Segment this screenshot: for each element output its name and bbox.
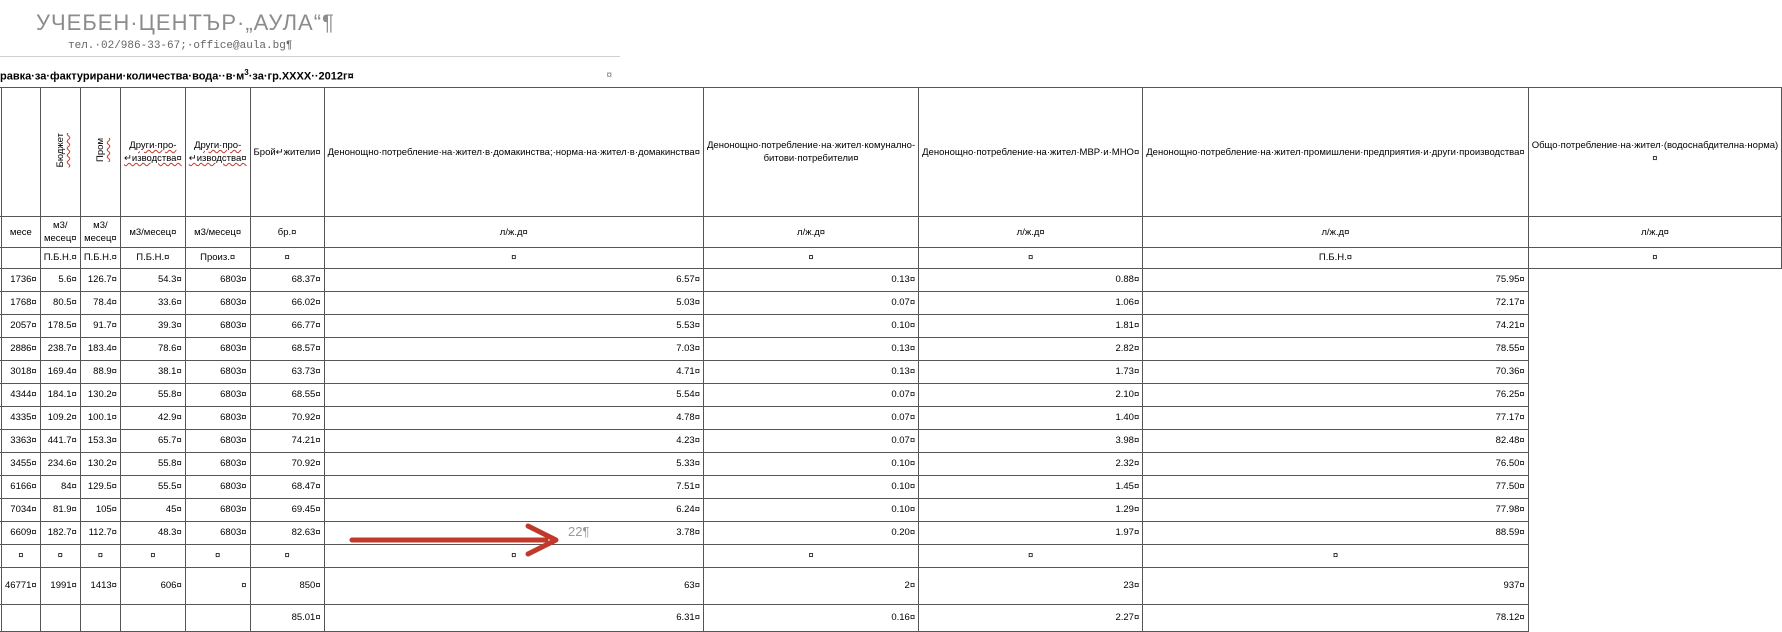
table-cell: 1.81¤ — [919, 315, 1143, 338]
table-cell: 68.57¤ — [250, 338, 324, 361]
table-row — [0, 315, 1782, 338]
table-cell: 68.55¤ — [250, 384, 324, 407]
table-cell: 0.07¤ — [703, 384, 918, 407]
table-cell: ¤ — [40, 545, 80, 568]
header-cell: Пром — [80, 88, 120, 217]
table-cell: 0.13¤ — [703, 338, 918, 361]
table-cell: 112.7¤ — [80, 522, 120, 545]
table-cell: ¤ — [250, 545, 324, 568]
table-cell: ¤ — [1143, 545, 1528, 568]
data-table — [0, 87, 1782, 632]
table-cell: 6166¤ — [2, 476, 41, 499]
table-cell: 76.50¤ — [1143, 453, 1528, 476]
red-arrow-icon — [350, 518, 570, 558]
totals-row — [0, 568, 1782, 605]
table-cell: 88.9¤ — [80, 361, 120, 384]
table-cell: 6803¤ — [185, 476, 250, 499]
table-cell: ¤ — [250, 248, 324, 269]
table-cell: 84¤ — [40, 476, 80, 499]
table-cell: м3/месец¤ — [80, 217, 120, 248]
table-cell: 4344¤ — [2, 384, 41, 407]
table-cell: 850¤ — [250, 568, 324, 605]
table-cell: 4335¤ — [2, 407, 41, 430]
header-contact: тел.·02/986-33-67;·office@aula.bg¶ — [68, 40, 293, 52]
header-cell: Други·про-↵изводства¤ — [185, 88, 250, 217]
table-cell: 6803¤ — [185, 430, 250, 453]
table-cell: 3018¤ — [2, 361, 41, 384]
table-cell: 77.98¤ — [1143, 499, 1528, 522]
header-rule — [0, 56, 620, 57]
table-cell: 80.5¤ — [40, 292, 80, 315]
table-cell: 1768¤ — [2, 292, 41, 315]
table-cell: 0.16¤ — [703, 605, 918, 632]
header-cell: Денонощно·потребление·на·жител·комунално-битови·потребители¤ — [703, 88, 918, 217]
table-cell: 2886¤ — [2, 338, 41, 361]
table-cell — [185, 605, 250, 632]
table-cell: 7.51¤ — [324, 476, 703, 499]
blank-row — [0, 545, 1782, 568]
table-cell: ¤ — [2, 545, 41, 568]
table-cell: 78.4¤ — [80, 292, 120, 315]
table-cell: 7.03¤ — [324, 338, 703, 361]
table-cell: 38.1¤ — [120, 361, 185, 384]
table-cell: л/ж.д¤ — [919, 217, 1143, 248]
table-cell: ¤ — [919, 248, 1143, 269]
table-cell: ¤ — [703, 545, 918, 568]
subunits-row — [0, 248, 1782, 269]
table-cell: 0.10¤ — [703, 476, 918, 499]
header-cell: Денонощно·потребление·на·жител·в·домакинства;·норма·на·жител·в·домакинства¤ — [324, 88, 703, 217]
table-cell: 6803¤ — [185, 453, 250, 476]
table-cell: 129.5¤ — [80, 476, 120, 499]
header-cell: Други·про-↵изводства¤ — [120, 88, 185, 217]
table-cell: 5.53¤ — [324, 315, 703, 338]
table-cell: 55.5¤ — [120, 476, 185, 499]
table-cell: 2¤ — [703, 568, 918, 605]
table-cell: 6803¤ — [185, 361, 250, 384]
table-cell: м3/месец¤ — [185, 217, 250, 248]
table-cell: л/ж.д¤ — [703, 217, 918, 248]
table-cell: 6.57¤ — [324, 269, 703, 292]
table-cell: бр.¤ — [250, 217, 324, 248]
table-cell: 2057¤ — [2, 315, 41, 338]
table-cell: м3/месец¤ — [120, 217, 185, 248]
table-cell: 85.01¤ — [250, 605, 324, 632]
table-row — [0, 384, 1782, 407]
table-cell: 234.6¤ — [40, 453, 80, 476]
table-cell: ¤ — [185, 545, 250, 568]
table-cell: 3363¤ — [2, 430, 41, 453]
table-cell: 70.92¤ — [250, 407, 324, 430]
header-title: УЧЕБЕН·ЦЕНТЪР·„АУЛА“¶ — [36, 10, 335, 35]
table-cell: 6803¤ — [185, 499, 250, 522]
table-cell: 130.2¤ — [80, 453, 120, 476]
table-row — [0, 522, 1782, 545]
table-cell: Произ.¤ — [185, 248, 250, 269]
table-cell: 78.12¤ — [1143, 605, 1528, 632]
table-cell: 76.25¤ — [1143, 384, 1528, 407]
table-cell: 130.2¤ — [80, 384, 120, 407]
table-cell: 6803¤ — [185, 338, 250, 361]
table-cell: 606¤ — [120, 568, 185, 605]
header-cell: Денонощно·потребление·на·жител·промишлени·предприятия·и·други·производства¤ — [1143, 88, 1528, 217]
table-row — [0, 476, 1782, 499]
table-cell: ¤ — [120, 545, 185, 568]
table-cell: 4.71¤ — [324, 361, 703, 384]
table-cell: 126.7¤ — [80, 269, 120, 292]
table-cell: 6803¤ — [185, 269, 250, 292]
table-cell: 6803¤ — [185, 315, 250, 338]
table-cell: 183.4¤ — [80, 338, 120, 361]
table-row — [0, 453, 1782, 476]
table-cell: 0.07¤ — [703, 407, 918, 430]
table-cell — [2, 248, 41, 269]
table-cell: 5.54¤ — [324, 384, 703, 407]
table-cell: 100.1¤ — [80, 407, 120, 430]
table-cell: 74.21¤ — [250, 430, 324, 453]
table-cell: месе — [2, 217, 41, 248]
table-cell: 91.7¤ — [80, 315, 120, 338]
document-heading: $равка\cdot за\cdot фактурирани\cdot количества\cdot вода\cdot\cdot в\cdot м^3\cdot за\cdot гр.XXXX\cdot\cdot 2012г¤$ — [0, 68, 354, 83]
header-cell: Брой↵жители¤ — [250, 88, 324, 217]
table-cell: 5.03¤ — [324, 292, 703, 315]
table-cell: 39.3¤ — [120, 315, 185, 338]
table-row — [0, 269, 1782, 292]
table-cell: 6609¤ — [2, 522, 41, 545]
table-cell: 23¤ — [919, 568, 1143, 605]
table-cell: 1736¤ — [2, 269, 41, 292]
table-row — [0, 407, 1782, 430]
table-cell: 55.8¤ — [120, 384, 185, 407]
table-cell — [80, 605, 120, 632]
table-cell: л/ж.д¤ — [324, 217, 703, 248]
table-cell: 0.13¤ — [703, 361, 918, 384]
table-cell: П.Б.Н.¤ — [1143, 248, 1528, 269]
table-cell: 72.17¤ — [1143, 292, 1528, 315]
table-cell: 2.10¤ — [919, 384, 1143, 407]
table-cell: 0.10¤ — [703, 499, 918, 522]
table-cell: 46771¤ — [2, 568, 41, 605]
table-cell: 70.36¤ — [1143, 361, 1528, 384]
table-cell: 1413¤ — [80, 568, 120, 605]
header-cell: Бюджет — [40, 88, 80, 217]
table-cell: 63¤ — [324, 568, 703, 605]
table-cell: л/ж.д¤ — [1528, 217, 1782, 248]
table-row — [0, 499, 1782, 522]
header-cell — [2, 88, 41, 217]
table-cell: 88.59¤ — [1143, 522, 1528, 545]
table-cell: 0.20¤ — [703, 522, 918, 545]
table-cell: П.Б.Н.¤ — [40, 248, 80, 269]
table-cell: 7034¤ — [2, 499, 41, 522]
table-cell: 33.6¤ — [120, 292, 185, 315]
table-cell — [40, 605, 80, 632]
table-cell: 45¤ — [120, 499, 185, 522]
table-cell: ¤ — [80, 545, 120, 568]
table-cell: 0.07¤ — [703, 292, 918, 315]
table-cell: 153.3¤ — [80, 430, 120, 453]
table-cell: 48.3¤ — [120, 522, 185, 545]
table-row — [0, 361, 1782, 384]
table-cell: 1.29¤ — [919, 499, 1143, 522]
table-cell: 74.21¤ — [1143, 315, 1528, 338]
table-cell: 69.45¤ — [250, 499, 324, 522]
table-cell: 42.9¤ — [120, 407, 185, 430]
table-cell: 2.82¤ — [919, 338, 1143, 361]
table-cell: 105¤ — [80, 499, 120, 522]
table-cell: ¤ — [324, 545, 703, 568]
table-cell: 169.4¤ — [40, 361, 80, 384]
table-cell: 4.78¤ — [324, 407, 703, 430]
table-row — [0, 338, 1782, 361]
table-cell: 182.7¤ — [40, 522, 80, 545]
table-cell: 70.92¤ — [250, 453, 324, 476]
table-cell: м3/месец¤ — [40, 217, 80, 248]
table-cell: 78.6¤ — [120, 338, 185, 361]
table-cell: 6803¤ — [185, 407, 250, 430]
table-cell: 6.31¤ — [324, 605, 703, 632]
table-cell: 82.48¤ — [1143, 430, 1528, 453]
table-cell: 1.06¤ — [919, 292, 1143, 315]
table-cell: 5.33¤ — [324, 453, 703, 476]
table-cell: 5.6¤ — [40, 269, 80, 292]
table-cell — [120, 605, 185, 632]
table-cell: 54.3¤ — [120, 269, 185, 292]
table-cell: 77.50¤ — [1143, 476, 1528, 499]
table-cell: 1991¤ — [40, 568, 80, 605]
units-row — [0, 217, 1782, 248]
averages-row — [0, 605, 1782, 632]
table-cell: 78.55¤ — [1143, 338, 1528, 361]
table-cell: 55.8¤ — [120, 453, 185, 476]
table-cell: 68.47¤ — [250, 476, 324, 499]
table-cell: ¤ — [185, 568, 250, 605]
table-cell: П.Б.Н.¤ — [120, 248, 185, 269]
table-cell: 109.2¤ — [40, 407, 80, 430]
table-cell: 66.77¤ — [250, 315, 324, 338]
table-cell: 1.73¤ — [919, 361, 1143, 384]
table-row — [0, 430, 1782, 453]
page-number: 22¶ — [568, 524, 590, 539]
table-cell: 68.37¤ — [250, 269, 324, 292]
header-cell: Денонощно·потребление·на·жител·МВР·и·МНО¤ — [919, 88, 1143, 217]
table-cell: 184.1¤ — [40, 384, 80, 407]
table-cell: ¤ — [324, 248, 703, 269]
table-cell: 81.9¤ — [40, 499, 80, 522]
table-cell: 4.23¤ — [324, 430, 703, 453]
header-row — [0, 88, 1782, 217]
table-cell: 238.7¤ — [40, 338, 80, 361]
table-cell: П.Б.Н.¤ — [80, 248, 120, 269]
table-cell: ¤ — [703, 248, 918, 269]
table-cell: ¤ — [1528, 248, 1782, 269]
table-cell — [2, 605, 41, 632]
table-cell: 6.24¤ — [324, 499, 703, 522]
table-cell: 0.07¤ — [703, 430, 918, 453]
table-cell: 1.40¤ — [919, 407, 1143, 430]
table-cell: 441.7¤ — [40, 430, 80, 453]
table-cell: 1.45¤ — [919, 476, 1143, 499]
table-cell: 6803¤ — [185, 384, 250, 407]
table-cell: 3.98¤ — [919, 430, 1143, 453]
table-cell: 2.32¤ — [919, 453, 1143, 476]
table-cell: 3455¤ — [2, 453, 41, 476]
table-cell: 82.63¤ — [250, 522, 324, 545]
header-cell: Общо·потребление·на·жител·(водоснабдителна·норма)¤ — [1528, 88, 1782, 217]
table-cell: 65.7¤ — [120, 430, 185, 453]
end-of-row-mark: ¤ — [606, 70, 612, 81]
table-cell: 6803¤ — [185, 522, 250, 545]
table-cell: 0.13¤ — [703, 269, 918, 292]
table-cell: 77.17¤ — [1143, 407, 1528, 430]
table-cell: 66.02¤ — [250, 292, 324, 315]
table-cell: 6803¤ — [185, 292, 250, 315]
table-cell: 2.27¤ — [919, 605, 1143, 632]
table-cell: 75.95¤ — [1143, 269, 1528, 292]
table-cell: л/ж.д¤ — [1143, 217, 1528, 248]
table-row — [0, 292, 1782, 315]
table-cell: 0.10¤ — [703, 315, 918, 338]
table-cell: 1.97¤ — [919, 522, 1143, 545]
table-cell: 63.73¤ — [250, 361, 324, 384]
table-cell: 3.78¤ — [324, 522, 703, 545]
table-cell: 0.88¤ — [919, 269, 1143, 292]
table-cell: 178.5¤ — [40, 315, 80, 338]
table-cell: 0.10¤ — [703, 453, 918, 476]
table-cell: ¤ — [919, 545, 1143, 568]
table-cell: 937¤ — [1143, 568, 1528, 605]
